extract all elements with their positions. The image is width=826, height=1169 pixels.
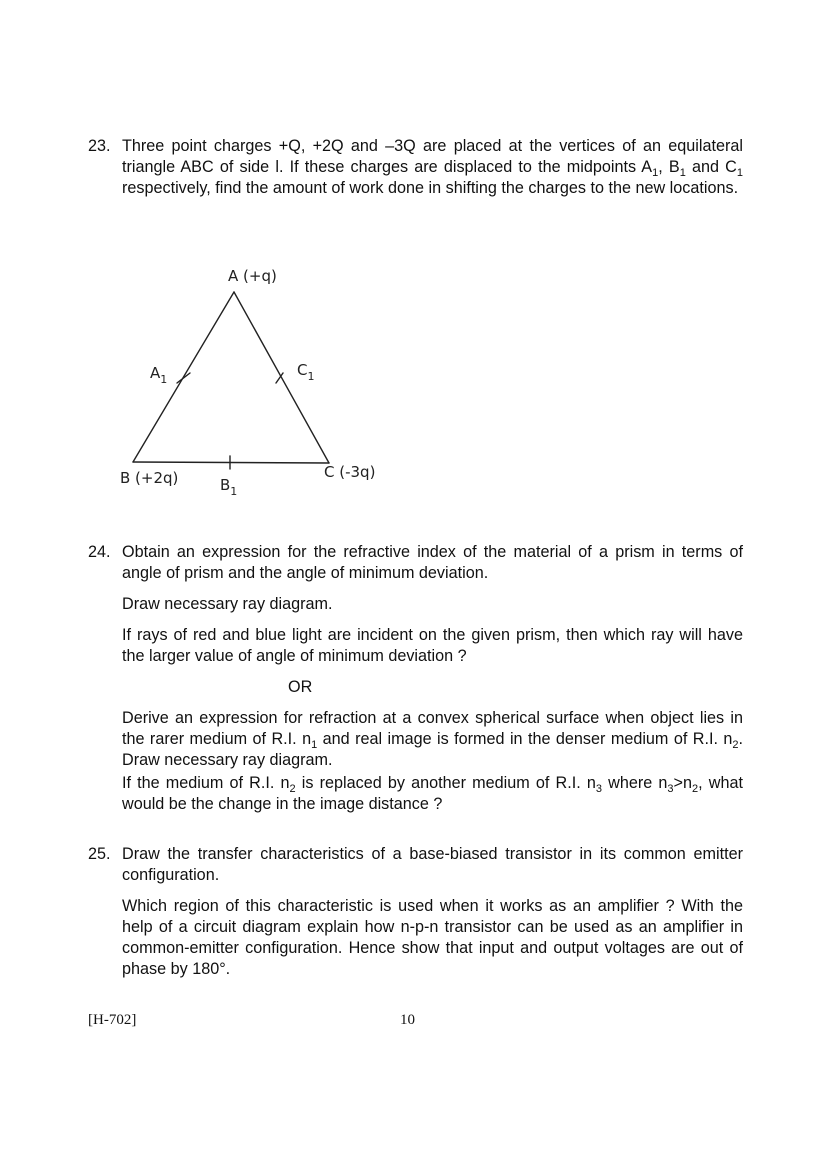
- question-paragraph: If rays of red and blue light are incident on the given prism, then which ray will have the larger value of angle of minimum deviation ?: [122, 626, 743, 665]
- question-paragraph: If the medium of R.I. $n_2$ is replaced by another medium of R.I. $n_3$ where $n_3>n_2$, what would be the change in the image distance ?: [122, 774, 743, 813]
- question-text: Three point charges +Q, +2Q and –3Q are placed at the vertices of an equilateral triangle ABC of side l. If these charges are displaced to the midpoints $A_1$, $B_1$ and $C_1$ respectively, find the amount of work done in shifting the charges to the new locations.: [122, 137, 743, 197]
- question-body: [122, 844, 743, 980]
- question-body: [122, 542, 743, 815]
- question-24: [88, 542, 743, 815]
- triangle-side-bc: [133, 462, 329, 463]
- or-separator: OR: [288, 678, 313, 696]
- midpoint-label-a1: $A_1$: [150, 364, 168, 386]
- question-paragraph: Obtain an expression for the refractive index of the material of a prism in terms of angle of prism and the angle of minimum deviation.: [122, 543, 743, 582]
- page-number: 10: [400, 1012, 415, 1028]
- vertex-label-b: B (+2q): [120, 469, 179, 487]
- question-paragraph: Derive an expression for refraction at a convex spherical surface when object lies in the rarer medium of R.I. $n_1$ and real image is formed in the denser medium of R.I. $n_2$. Draw necessary ray diagram.: [122, 709, 744, 769]
- question-number: 24.: [88, 543, 111, 561]
- triangle-side-ac: [234, 292, 329, 463]
- midpoint-label-c1: $C_1$: [297, 361, 315, 383]
- vertex-label-c: C (-3q): [324, 463, 376, 481]
- question-number: 23.: [88, 137, 111, 155]
- question-23: [88, 136, 743, 199]
- midpoint-label-b1: $B_1$: [220, 476, 238, 498]
- triangle-diagram: [100, 255, 430, 505]
- question-number: 25.: [88, 845, 111, 863]
- midpoint-mark-a1: [177, 373, 190, 383]
- question-25: [88, 844, 743, 980]
- paper-code: [H-702]: [88, 1012, 137, 1028]
- question-paragraph: Draw the transfer characteristics of a base-biased transistor in its common emitter configuration.: [122, 845, 743, 884]
- question-paragraph: Which region of this characteristic is used when it works as an amplifier ? With the help of a circuit diagram explain how n-p-n transistor can be used as an amplifier in common-emitter configuration. Hence show that input and output voltages are out of phase by 180°.: [122, 897, 743, 978]
- vertex-label-a: A (+q): [228, 267, 277, 285]
- triangle-side-ab: [133, 292, 234, 462]
- question-paragraph: Draw necessary ray diagram.: [122, 595, 333, 613]
- question-body: [122, 136, 743, 199]
